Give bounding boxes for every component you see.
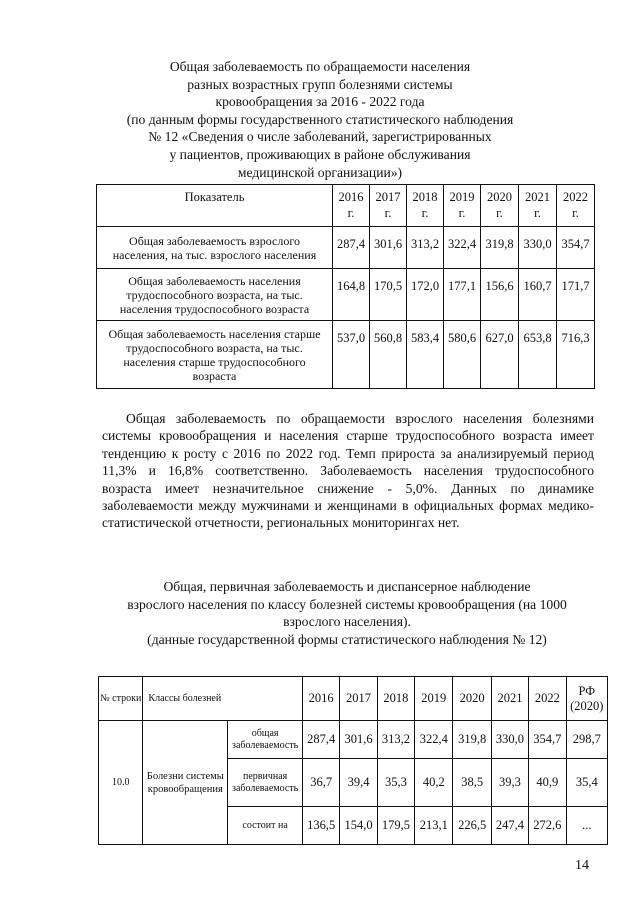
cell-value: 330,0 xyxy=(519,227,557,269)
year-value: 2022 xyxy=(563,190,588,204)
disease-class: Болезни системы кровообращения xyxy=(143,721,228,845)
cell-rf-value: ... xyxy=(566,807,607,845)
year-value: 2017 xyxy=(375,190,401,204)
cell-value: 322,4 xyxy=(415,721,453,759)
cell-value: 160,7 xyxy=(519,269,557,321)
row-label: Общая заболеваемость взрослого населения, на тыс. взрослого населения xyxy=(97,227,333,269)
year-value: 2019 xyxy=(449,190,475,204)
cell-value: 226,5 xyxy=(453,807,491,845)
cell-value: 213,1 xyxy=(415,807,453,845)
table-row xyxy=(97,321,595,389)
cell-value: 170,5 xyxy=(370,269,407,321)
year-suffix: г. xyxy=(421,206,429,220)
header-year xyxy=(370,185,407,227)
cell-value: 354,7 xyxy=(529,721,566,759)
paragraph-text: Общая заболеваемость по обращаемости взрослого населения болезнями системы кровообращения и населения старше трудоспособного возраста имеет тенденцию к росту с 2016 по 2022 год. Темп прироста за анализируемый период 11,3% и 16,8% соответственно. Заболеваемость населения трудоспособного возраста имеет незначительное снижение - 5,0%. Данных по динамике заболеваемости между мужчинами и женщинами в официальных формах медико-статистической отчетности, региональных мониторингах нет. xyxy=(102,411,594,531)
cell-value: 322,4 xyxy=(444,227,481,269)
header-year: 2020 xyxy=(453,677,491,721)
table1-title xyxy=(70,58,570,181)
year-value: 2020 xyxy=(487,190,512,204)
cell-value: 716,3 xyxy=(557,321,595,389)
year-suffix: г. xyxy=(572,206,579,220)
title-line: взрослого населения по классу болезней системы кровообращения (на 1000 xyxy=(127,596,567,612)
cell-value: 583,4 xyxy=(407,321,444,389)
cell-value: 156,6 xyxy=(481,269,519,321)
row-label: Общая заболеваемость населения трудоспособного возраста, на тыс. населения трудоспособного возраста xyxy=(97,269,333,321)
year-value: 2016 xyxy=(338,190,364,204)
cell-value: 354,7 xyxy=(557,227,595,269)
cell-value: 287,4 xyxy=(333,227,370,269)
header-year xyxy=(407,185,444,227)
cell-value: 627,0 xyxy=(481,321,519,389)
cell-value: 560,8 xyxy=(370,321,407,389)
cell-value: 39,3 xyxy=(491,759,528,807)
title-line: № 12 «Сведения о числе заболеваний, зарегистрированных xyxy=(148,129,492,145)
circulatory-morbidity-table xyxy=(98,676,608,845)
cell-value: 39,4 xyxy=(340,759,377,807)
header-indicator: Показатель xyxy=(97,185,333,227)
year-value: 2021 xyxy=(525,190,550,204)
table-header-row xyxy=(97,185,595,227)
cell-value: 313,2 xyxy=(407,227,444,269)
cell-value: 537,0 xyxy=(333,321,370,389)
header-year: 2018 xyxy=(377,677,414,721)
cell-value: 179,5 xyxy=(377,807,414,845)
morbidity-type: состоит на xyxy=(228,807,303,845)
cell-value: 247,4 xyxy=(491,807,528,845)
cell-value: 301,6 xyxy=(370,227,407,269)
header-year: 2021 xyxy=(491,677,528,721)
header-year xyxy=(444,185,481,227)
cell-value: 272,6 xyxy=(529,807,566,845)
header-year xyxy=(333,185,370,227)
cell-value: 330,0 xyxy=(491,721,528,759)
cell-value: 38,5 xyxy=(453,759,491,807)
header-year: 2016 xyxy=(302,677,339,721)
header-rf-2020: РФ (2020) xyxy=(566,677,607,721)
cell-value: 154,0 xyxy=(340,807,377,845)
table-row xyxy=(97,269,595,321)
cell-value: 580,6 xyxy=(444,321,481,389)
title-line: кровообращения за 2016 - 2022 года xyxy=(215,94,425,110)
cell-value: 40,2 xyxy=(415,759,453,807)
cell-rf-value: 298,7 xyxy=(566,721,607,759)
cell-value: 301,6 xyxy=(340,721,377,759)
header-disease-classes: Классы болезней xyxy=(143,677,303,721)
header-year xyxy=(481,185,519,227)
morbidity-type: общая заболеваемость xyxy=(228,721,303,759)
analysis-paragraph xyxy=(102,410,594,532)
table-header-row xyxy=(99,677,608,721)
cell-rf-value: 35,4 xyxy=(566,759,607,807)
year-suffix: г. xyxy=(347,206,355,220)
title-line: Общая, первичная заболеваемость и диспансерное наблюдение xyxy=(163,579,531,594)
header-year: 2017 xyxy=(340,677,377,721)
cell-value: 319,8 xyxy=(481,227,519,269)
title-line: (по данным формы государственного статистического наблюдения xyxy=(126,111,514,127)
title-line: взрослого населения). xyxy=(283,614,411,629)
year-suffix: г. xyxy=(496,206,503,220)
title-line: (данные государственной формы статистического наблюдения № 12) xyxy=(147,631,547,647)
header-year: 2019 xyxy=(415,677,453,721)
header-row-number: № строки xyxy=(99,677,143,721)
cell-value: 319,8 xyxy=(453,721,491,759)
cell-value: 177,1 xyxy=(444,269,481,321)
year-suffix: г. xyxy=(458,206,466,220)
title-line: у пациентов, проживающих в районе обслуживания xyxy=(169,146,471,162)
header-year xyxy=(557,185,595,227)
row-label: Общая заболеваемость населения старше трудоспособного возраста, на тыс. населения старше трудоспособного возраста xyxy=(97,321,333,389)
cell-value: 172,0 xyxy=(407,269,444,321)
title-line: медицинской организации») xyxy=(237,164,403,180)
morbidity-type: первичная заболеваемость xyxy=(228,759,303,807)
header-year: 2022 xyxy=(529,677,566,721)
year-value: 2018 xyxy=(412,190,438,204)
cell-value: 171,7 xyxy=(557,269,595,321)
year-suffix: г. xyxy=(534,206,541,220)
header-year xyxy=(519,185,557,227)
year-suffix: г. xyxy=(384,206,392,220)
cell-value: 136,5 xyxy=(302,807,339,845)
cell-value: 287,4 xyxy=(302,721,339,759)
morbidity-by-age-table xyxy=(96,184,595,389)
cell-value: 35,3 xyxy=(377,759,414,807)
title-line: разных возрастных групп болезнями системы xyxy=(187,76,453,92)
table-row xyxy=(97,227,595,269)
row-number: 10.0 xyxy=(99,721,143,845)
cell-value: 164,8 xyxy=(333,269,370,321)
cell-value: 653,8 xyxy=(519,321,557,389)
cell-value: 40,9 xyxy=(529,759,566,807)
cell-value: 36,7 xyxy=(302,759,339,807)
table2-title xyxy=(92,578,602,648)
page-number: 14 xyxy=(575,858,589,873)
cell-value: 313,2 xyxy=(377,721,414,759)
title-line: Общая заболеваемость по обращаемости населения xyxy=(169,59,471,74)
table-row xyxy=(99,721,608,759)
